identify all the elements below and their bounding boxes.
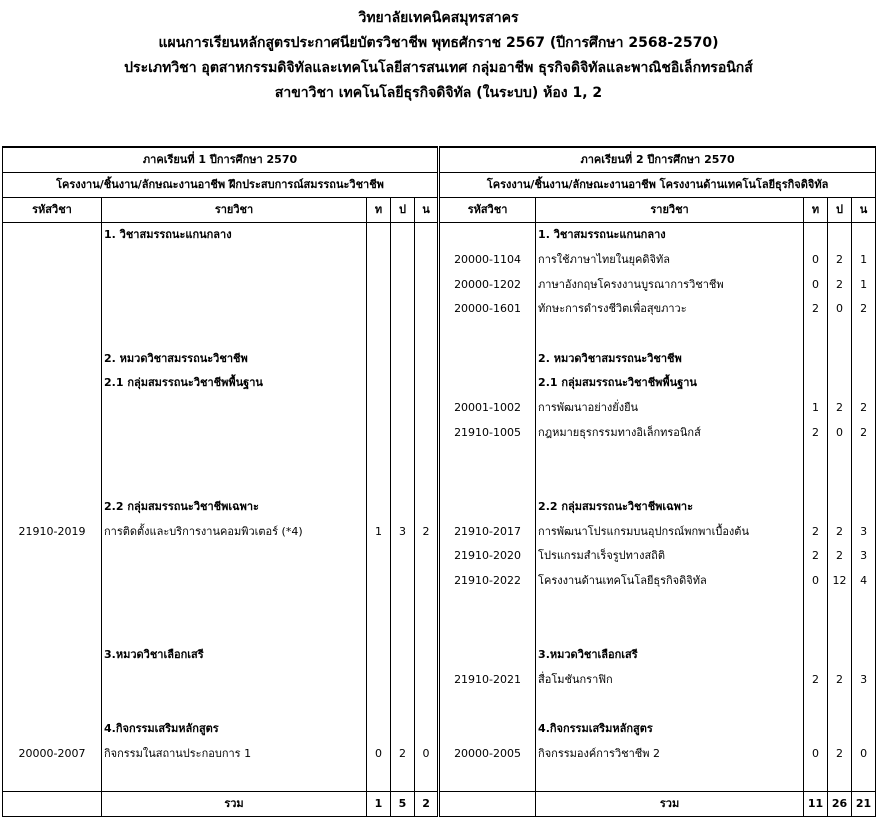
- course-t: 0: [804, 272, 828, 297]
- course-n: 4: [852, 569, 876, 594]
- course-n: 3: [852, 544, 876, 569]
- sem1-code-header: รหัสวิชา: [3, 198, 102, 223]
- sem2-section-4: 4.กิจกรรมเสริมหลักสูตร: [536, 717, 804, 742]
- sem1-section-2-1: 2.1 กลุ่มสมรรถนะวิชาชีพพื้นฐาน: [102, 371, 367, 396]
- course-n: 2: [852, 421, 876, 446]
- course-name: กิจกรรมองค์การวิชาชีพ 2: [536, 741, 804, 766]
- course-code: 21910-2019: [3, 519, 102, 544]
- course-p: 2: [828, 248, 852, 273]
- course-p: 2: [828, 741, 852, 766]
- course-n: 3: [852, 519, 876, 544]
- table-row: [3, 445, 876, 470]
- course-t: 0: [804, 741, 828, 766]
- table-row: [3, 371, 876, 396]
- sem2-p-header: ป: [828, 198, 852, 223]
- table-row: [3, 272, 876, 297]
- sem1-total-t: 1: [367, 791, 391, 816]
- table-row: [3, 741, 876, 766]
- course-n: 1: [852, 248, 876, 273]
- course-n: 2: [415, 519, 439, 544]
- sem1-t-header: ท: [367, 198, 391, 223]
- course-n: 2: [852, 396, 876, 421]
- course-name: การพัฒนาอย่างยั่งยืน: [536, 396, 804, 421]
- sem2-section-2: 2. หมวดวิชาสมรรถนะวิชาชีพ: [536, 346, 804, 371]
- course-t: 2: [804, 519, 828, 544]
- table-row: [3, 544, 876, 569]
- sem1-n-header: น: [415, 198, 439, 223]
- college-name: วิทยาลัยเทคนิคสมุทรสาคร: [358, 10, 519, 26]
- sem2-total-label: รวม: [536, 791, 804, 816]
- table-row: [3, 297, 876, 322]
- course-code: 20000-1104: [439, 248, 536, 273]
- sem2-title: ภาคเรียนที่ 2 ปีการศึกษา 2570: [439, 148, 876, 173]
- course-n: 3: [852, 667, 876, 692]
- course-n: 1: [852, 272, 876, 297]
- program-type: ประเภทวิชา อุตสาหกรรมดิจิทัลและเทคโนโลยีสารสนเทศ กลุ่มอาชีพ ธุรกิจดิจิทัลและพาณิชอิเล็กทรอนิกส์: [124, 60, 753, 76]
- sem1-section-2: 2. หมวดวิชาสมรรถนะวิชาชีพ: [102, 346, 367, 371]
- course-n: 2: [852, 297, 876, 322]
- course-p: 12: [828, 569, 852, 594]
- table-row: [3, 618, 876, 643]
- course-p: 2: [391, 741, 415, 766]
- course-name: สื่อโมชันกราฟิก: [536, 667, 804, 692]
- course-name: ภาษาอังกฤษโครงงานบูรณาการวิชาชีพ: [536, 272, 804, 297]
- sem2-t-header: ท: [804, 198, 828, 223]
- course-name: กฎหมายธุรกรรมทางอิเล็กทรอนิกส์: [536, 421, 804, 446]
- course-name: โครงงานด้านเทคโนโลยีธุรกิจดิจิทัล: [536, 569, 804, 594]
- sem1-subtitle: โครงงาน/ชิ้นงาน/ลักษณะงานอาชีพ ฝึกประสบการณ์สมรรถนะวิชาชีพ: [3, 173, 439, 198]
- sem1-section-2-2: 2.2 กลุ่มสมรรถนะวิชาชีพเฉพาะ: [102, 495, 367, 520]
- course-name: โปรแกรมสำเร็จรูปทางสถิติ: [536, 544, 804, 569]
- table-row: [3, 346, 876, 371]
- table-row: [3, 593, 876, 618]
- sem2-section-2-2: 2.2 กลุ่มสมรรถนะวิชาชีพเฉพาะ: [536, 495, 804, 520]
- sem1-total-n: 2: [415, 791, 439, 816]
- table-row: [3, 569, 876, 594]
- sem1-title: ภาคเรียนที่ 1 ปีการศึกษา 2570: [3, 148, 439, 173]
- course-name: การติดตั้งและบริการงานคอมพิวเตอร์ (*4): [102, 519, 367, 544]
- course-code: 20000-1202: [439, 272, 536, 297]
- table-row: [3, 396, 876, 421]
- sem1-section-1: 1. วิชาสมรรถนะแกนกลาง: [102, 223, 367, 248]
- course-code: 21910-2017: [439, 519, 536, 544]
- course-code: 21910-2022: [439, 569, 536, 594]
- table-row: [3, 495, 876, 520]
- sem1-name-header: รายวิชา: [102, 198, 367, 223]
- semester-title-row: [3, 148, 876, 173]
- course-name: การใช้ภาษาไทยในยุคดิจิทัล: [536, 248, 804, 273]
- table-row: [3, 667, 876, 692]
- sem2-n-header: น: [852, 198, 876, 223]
- total-row: [3, 791, 876, 816]
- course-t: 0: [804, 569, 828, 594]
- course-code: 21910-1005: [439, 421, 536, 446]
- table-row: [3, 643, 876, 668]
- course-p: 0: [828, 297, 852, 322]
- sem2-total-t: 11: [804, 791, 828, 816]
- course-p: 2: [828, 667, 852, 692]
- course-n: 0: [415, 741, 439, 766]
- sem1-p-header: ป: [391, 198, 415, 223]
- sem2-total-n: 21: [852, 791, 876, 816]
- sem1-section-4: 4.กิจกรรมเสริมหลักสูตร: [102, 717, 367, 742]
- course-p: 3: [391, 519, 415, 544]
- course-code: 20000-1601: [439, 297, 536, 322]
- document-header: [0, 6, 877, 106]
- course-p: 2: [828, 544, 852, 569]
- sem2-name-header: รายวิชา: [536, 198, 804, 223]
- table-row: [3, 470, 876, 495]
- sem2-code-header: รหัสวิชา: [439, 198, 536, 223]
- course-t: 0: [367, 741, 391, 766]
- semester-subtitle-row: [3, 173, 876, 198]
- column-header-row: [3, 198, 876, 223]
- sem1-total-p: 5: [391, 791, 415, 816]
- sem1-section-3: 3.หมวดวิชาเลือกเสรี: [102, 643, 367, 668]
- sem2-section-3: 3.หมวดวิชาเลือกเสรี: [536, 643, 804, 668]
- table-row: [3, 692, 876, 717]
- sem2-total-p: 26: [828, 791, 852, 816]
- course-code: 20000-2005: [439, 741, 536, 766]
- sem1-total-label: รวม: [102, 791, 367, 816]
- course-t: 1: [367, 519, 391, 544]
- sem2-section-2-1: 2.1 กลุ่มสมรรถนะวิชาชีพพื้นฐาน: [536, 371, 804, 396]
- course-name: การพัฒนาโปรแกรมบนอุปกรณ์พกพาเบื้องต้น: [536, 519, 804, 544]
- table-row: [3, 322, 876, 347]
- course-t: 2: [804, 544, 828, 569]
- course-p: 2: [828, 272, 852, 297]
- course-t: 1: [804, 396, 828, 421]
- curriculum-title: แผนการเรียนหลักสูตรประกาศนียบัตรวิชาชีพ พุทธศักราช 2567 (ปีการศึกษา 2568-2570): [158, 35, 719, 51]
- course-name: กิจกรรมในสถานประกอบการ 1: [102, 741, 367, 766]
- course-t: 0: [804, 248, 828, 273]
- course-t: 2: [804, 421, 828, 446]
- table-row: [3, 766, 876, 791]
- course-name: ทักษะการดำรงชีวิตเพื่อสุขภาวะ: [536, 297, 804, 322]
- curriculum-table: [2, 146, 876, 817]
- course-p: 2: [828, 519, 852, 544]
- course-p: 2: [828, 396, 852, 421]
- major-name: สาขาวิชา เทคโนโลยีธุรกิจดิจิทัล (ในระบบ) ห้อง 1, 2: [274, 85, 603, 101]
- course-n: 0: [852, 741, 876, 766]
- course-p: 0: [828, 421, 852, 446]
- course-code: 20001-1002: [439, 396, 536, 421]
- sem2-section-1: 1. วิชาสมรรถนะแกนกลาง: [536, 223, 804, 248]
- course-code: 21910-2020: [439, 544, 536, 569]
- course-t: 2: [804, 667, 828, 692]
- table-row: [3, 421, 876, 446]
- course-code: 20000-2007: [3, 741, 102, 766]
- course-t: 2: [804, 297, 828, 322]
- table-row: [3, 248, 876, 273]
- sem2-subtitle: โครงงาน/ชิ้นงาน/ลักษณะงานอาชีพ โครงงานด้านเทคโนโลยีธุรกิจดิจิทัล: [439, 173, 876, 198]
- table-row: [3, 223, 876, 248]
- course-code: 21910-2021: [439, 667, 536, 692]
- table-row: [3, 717, 876, 742]
- table-row: [3, 519, 876, 544]
